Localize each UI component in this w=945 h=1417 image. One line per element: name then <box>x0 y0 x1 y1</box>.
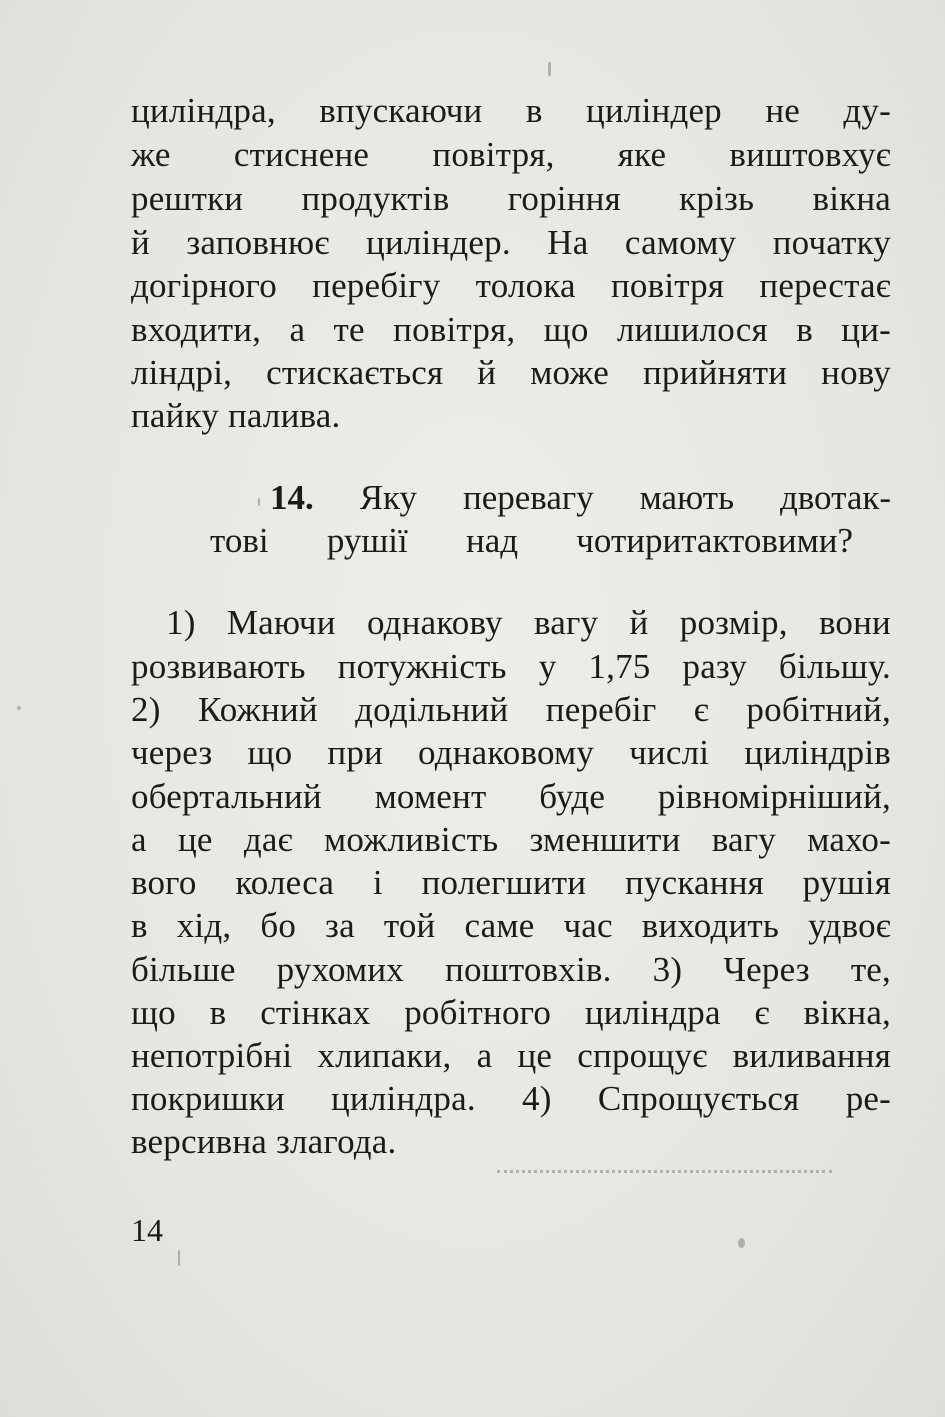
dust-speck <box>548 62 551 76</box>
dust-speck <box>178 1250 180 1266</box>
paragraph2-line: покришки циліндра. 4) Спрощується ре- <box>131 1079 891 1118</box>
paragraph2-line: непотрібні хлипаки, а це спрощує виливання <box>131 1036 891 1075</box>
paragraph1-line: пайку палива. <box>131 396 341 435</box>
dust-speck <box>738 1238 745 1248</box>
paragraph1-line: догірного перебігу толока повітря перестає <box>131 266 891 305</box>
paragraph2-line: розвивають потужність у 1,75 разу більшу. <box>131 647 891 686</box>
paragraph1-line: же стиснене повітря, яке виштовхує <box>131 135 891 174</box>
question-number: 14. <box>270 478 314 517</box>
paragraph2-line: а це дає можливість зменшити вагу махо- <box>131 820 891 859</box>
paragraph2-line: що в стінках робітного циліндра є вікна, <box>131 993 891 1032</box>
paragraph2-line: більше рухомих поштовхів. 3) Через те, <box>131 950 891 989</box>
paragraph2-line: версивна злагода. <box>131 1122 397 1161</box>
paragraph1-line: рештки продуктів горіння крізь вікна <box>131 179 891 218</box>
paragraph2-line: вого колеса і полегшити пускання рушія <box>131 863 891 902</box>
paragraph1-line: ліндрі, стискається й може прийняти нову <box>131 353 891 392</box>
dust-speck <box>17 706 21 710</box>
paragraph1-line: циліндра, впускаючи в циліндер не ду- <box>131 91 891 130</box>
paragraph1-line: й заповнює циліндер. На самому початку <box>131 223 891 262</box>
paragraph2-line: 1) Маючи однакову вагу й розмір, вони <box>166 603 891 642</box>
paragraph2-line: 2) Кожний додільний перебіг є робітний, <box>131 690 891 729</box>
paragraph2-line: через що при однаковому числі циліндрів <box>131 733 891 772</box>
paragraph2-line: в хід, бо за той саме час виходить удвоє <box>131 906 891 945</box>
paragraph1-line: входити, а те повітря, що лишилося в ци- <box>131 310 891 349</box>
dotted-trace <box>497 1150 832 1173</box>
question-text: Яку перевагу мають двотак- <box>359 478 892 517</box>
question-heading-line1 <box>270 476 891 520</box>
dust-speck <box>258 498 260 506</box>
question-heading-line2: тові рушії над чотиритактовими? <box>210 521 853 560</box>
paragraph2-line: обертальний момент буде рівномірніший, <box>131 777 891 816</box>
page-number: 14 <box>131 1212 163 1248</box>
